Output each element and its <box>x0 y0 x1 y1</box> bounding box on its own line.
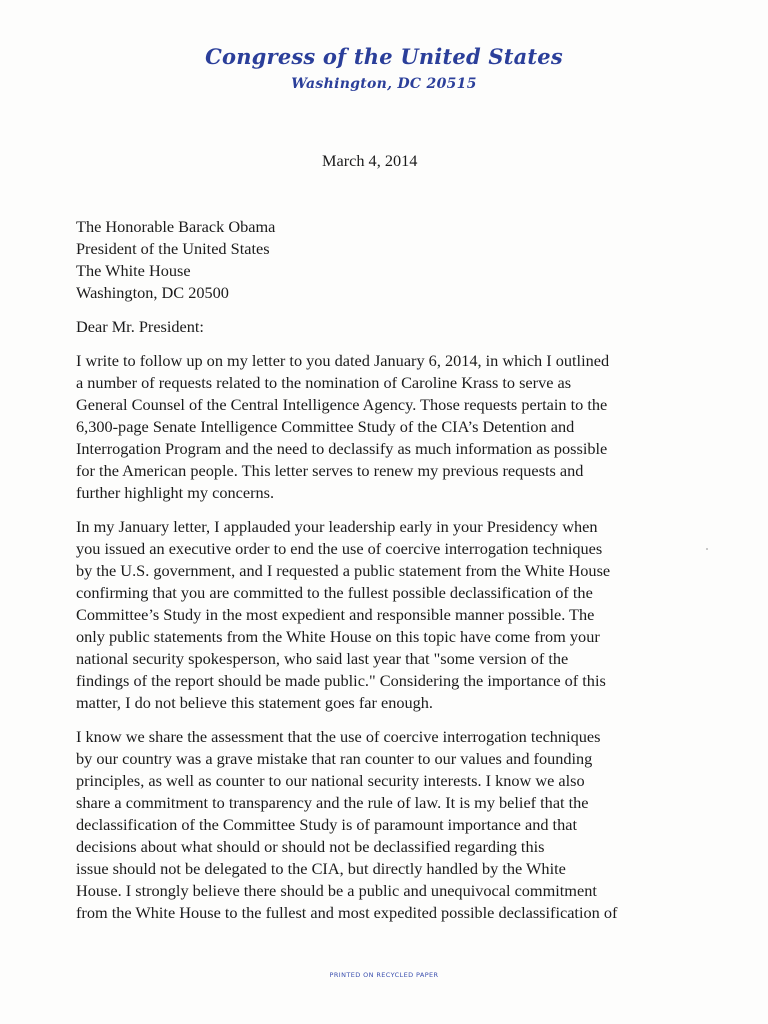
paragraph-2-line: confirming that you are committed to the fullest possible declassification of the <box>76 583 593 602</box>
paragraph-2-line: only public statements from the White House on this topic have come from your <box>76 627 600 646</box>
paragraph-1-line: 6,300-page Senate Intelligence Committee Study of the CIA’s Detention and <box>76 417 575 436</box>
recipient-city: Washington, DC 20500 <box>76 283 229 302</box>
paragraph-1-line: I write to follow up on my letter to you dated January 6, 2014, in which I outlined <box>76 351 610 370</box>
paragraph-3-line: from the White House to the fullest and most expedited possible declassification of <box>76 903 618 922</box>
letterhead-title: Congress of the United States <box>205 44 563 69</box>
paragraph-3-line: principles, as well as counter to our national security interests. I know we also <box>76 771 585 790</box>
paragraph-2-line: by the U.S. government, and I requested a public statement from the White House <box>76 561 611 580</box>
recipient-organization: The White House <box>76 261 191 280</box>
paragraph-2-line: you issued an executive order to end the use of coercive interrogation techniques <box>76 539 603 558</box>
letter-date: March 4, 2014 <box>322 151 418 170</box>
recipient-title: President of the United States <box>76 239 270 258</box>
paragraph-2-line: national security spokesperson, who said last year that "some version of the <box>76 649 569 668</box>
paragraph-3-line: declassification of the Committee Study is of paramount importance and that <box>76 815 577 834</box>
paragraph-1-line: for the American people. This letter serves to renew my previous requests and <box>76 461 584 480</box>
paragraph-1-line: Interrogation Program and the need to declassify as much information as possible <box>76 439 608 458</box>
paragraph-2-line: findings of the report should be made public." Considering the importance of this <box>76 671 606 690</box>
paragraph-3-line: I know we share the assessment that the use of coercive interrogation techniques <box>76 727 601 746</box>
paragraph-2-line: In my January letter, I applauded your leadership early in your Presidency when <box>76 517 598 536</box>
paragraph-3-line: House. I strongly believe there should be a public and unequivocal commitment <box>76 881 597 900</box>
salutation: Dear Mr. President: <box>76 317 204 336</box>
recipient-name: The Honorable Barack Obama <box>76 217 276 236</box>
paragraph-1-line: a number of requests related to the nomination of Caroline Krass to serve as <box>76 373 572 392</box>
paragraph-3-line: decisions about what should or should not be declassified regarding this <box>76 837 545 856</box>
paragraph-3-line: share a commitment to transparency and the rule of law. It is my belief that the <box>76 793 589 812</box>
paragraph-3-line: by our country was a grave mistake that ran counter to our values and founding <box>76 749 593 768</box>
letterhead-address: Washington, DC 20515 <box>291 76 477 92</box>
paragraph-1-line: General Counsel of the Central Intelligence Agency. Those requests pertain to the <box>76 395 608 414</box>
paragraph-2-line: Committee’s Study in the most expedient and responsible manner possible. The <box>76 605 595 624</box>
recycled-paper-note: PRINTED ON RECYCLED PAPER <box>329 971 439 979</box>
paper-speck <box>706 548 708 550</box>
paragraph-1-line: further highlight my concerns. <box>76 483 275 502</box>
paragraph-2-line: matter, I do not believe this statement goes far enough. <box>76 693 433 712</box>
paragraph-3-line: issue should not be delegated to the CIA, but directly handled by the White <box>76 859 566 878</box>
